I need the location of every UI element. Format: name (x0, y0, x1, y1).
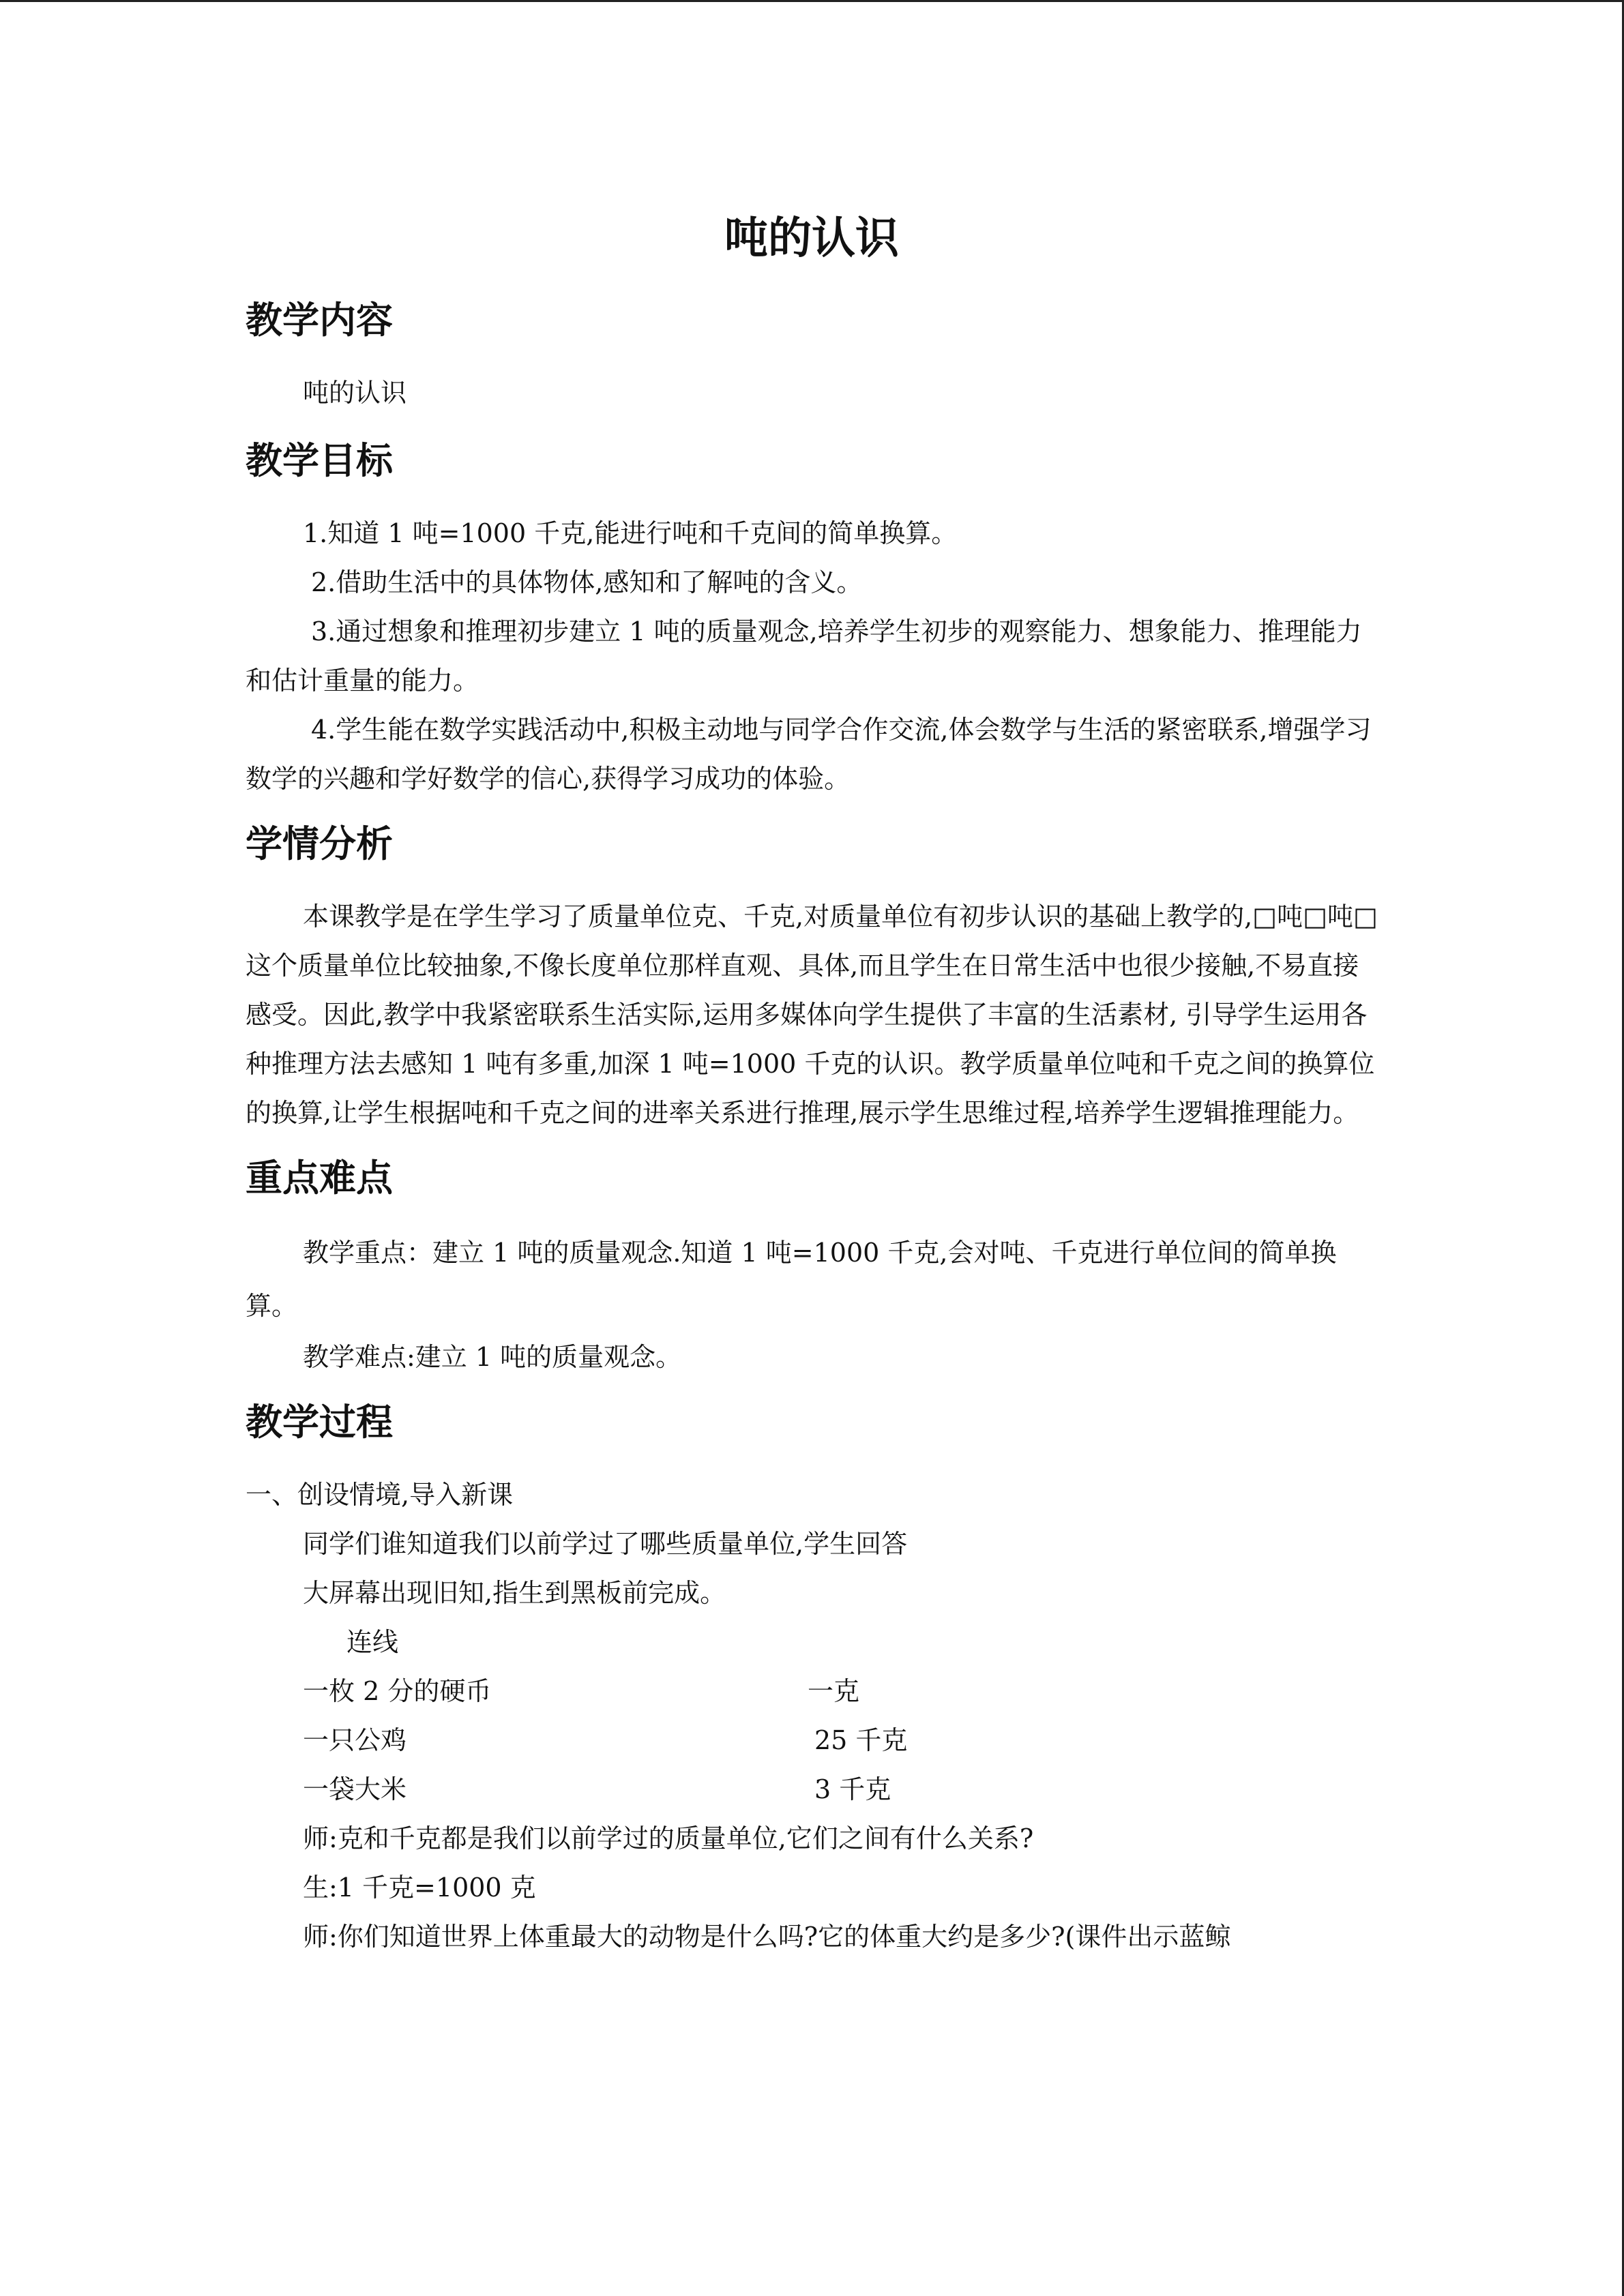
section-heading-goals: 教学目标 (246, 439, 393, 482)
match-row (246, 1716, 1378, 1765)
match-item: 一只公鸡 (303, 1725, 407, 1755)
analysis-text: 本课教学是在学生学习了质量单位克、千克,对质量单位有初步认识的基础上教学的,□吨□吨□这个质量单位比较抽象,不像长度单位那样直观、具体,而且学生在日常生活中也很少接触,不易直接感受。因此,教学中我紧密联系生活实际,运用多媒体向学生提供了丰富的生活素材, 引导学生运用各种推理方法去感知 1 吨有多重,加深 1 吨=1000 千克的认识。教学质量单位吨和千克之间的换算位的换算,让学生根据吨和千克之间的进率关系进行推理,展示学生思维过程,培养学生逻辑推理能力。 (246, 901, 1378, 1128)
key-focus-text: 教学重点：建立 1 吨的质量观念.知道 1 吨=1000 千克,会对吨、千克进行单位间的简单换算。 (246, 1238, 1337, 1321)
goal-item-3: 3.通过想象和推理初步建立 1 吨的质量观念,培养学生初步的观察能力、想象能力、推理能力和估计重量的能力。 (246, 616, 1362, 696)
process-line-1: 同学们谁知道我们以前学过了哪些质量单位,学生回答 (303, 1529, 908, 1559)
match-weight: 3 千克 (814, 1774, 891, 1804)
top-border-rule (0, 0, 1624, 2)
process-line-2: 大屏幕出现旧知,指生到黑板前完成。 (303, 1578, 726, 1608)
match-item: 一枚 2 分的硬币 (303, 1676, 492, 1706)
document-title: 吨的认识 (724, 213, 899, 264)
document-page (246, 205, 1378, 1961)
connect-label: 连线 (346, 1627, 399, 1657)
student-line-1: 生:1 千克=1000 克 (303, 1873, 536, 1903)
match-item: 一袋大米 (303, 1774, 407, 1804)
section-heading-process: 教学过程 (246, 1401, 393, 1444)
content-text: 吨的认识 (303, 378, 407, 408)
section-heading-content: 教学内容 (246, 299, 393, 342)
goal-item-1: 1.知道 1 吨=1000 千克,能进行吨和千克间的简单换算。 (303, 518, 958, 548)
match-weight: 一克 (808, 1676, 860, 1706)
match-weight: 25 千克 (814, 1725, 908, 1755)
match-row (246, 1765, 1378, 1814)
teacher-line-2: 师:你们知道世界上体重最大的动物是什么吗?它的体重大约是多少?(课件出示蓝鲸 (303, 1922, 1231, 1952)
section-heading-key-points: 重点难点 (246, 1157, 393, 1199)
match-row (246, 1667, 1378, 1716)
teacher-line-1: 师:克和千克都是我们以前学过的质量单位,它们之间有什么关系? (303, 1823, 1034, 1853)
process-step-1: 一、创设情境,导入新课 (246, 1480, 514, 1510)
goal-item-2: 2.借助生活中的具体物体,感知和了解吨的含义。 (311, 567, 863, 597)
key-difficulty-text: 教学难点:建立 1 吨的质量观念。 (303, 1342, 682, 1372)
section-heading-analysis: 学情分析 (246, 822, 393, 865)
goal-item-4: 4.学生能在数学实践活动中,积极主动地与同学合作交流,体会数学与生活的紧密联系,增强学习数学的兴趣和学好数学的信心,获得学习成功的体验。 (246, 715, 1372, 794)
